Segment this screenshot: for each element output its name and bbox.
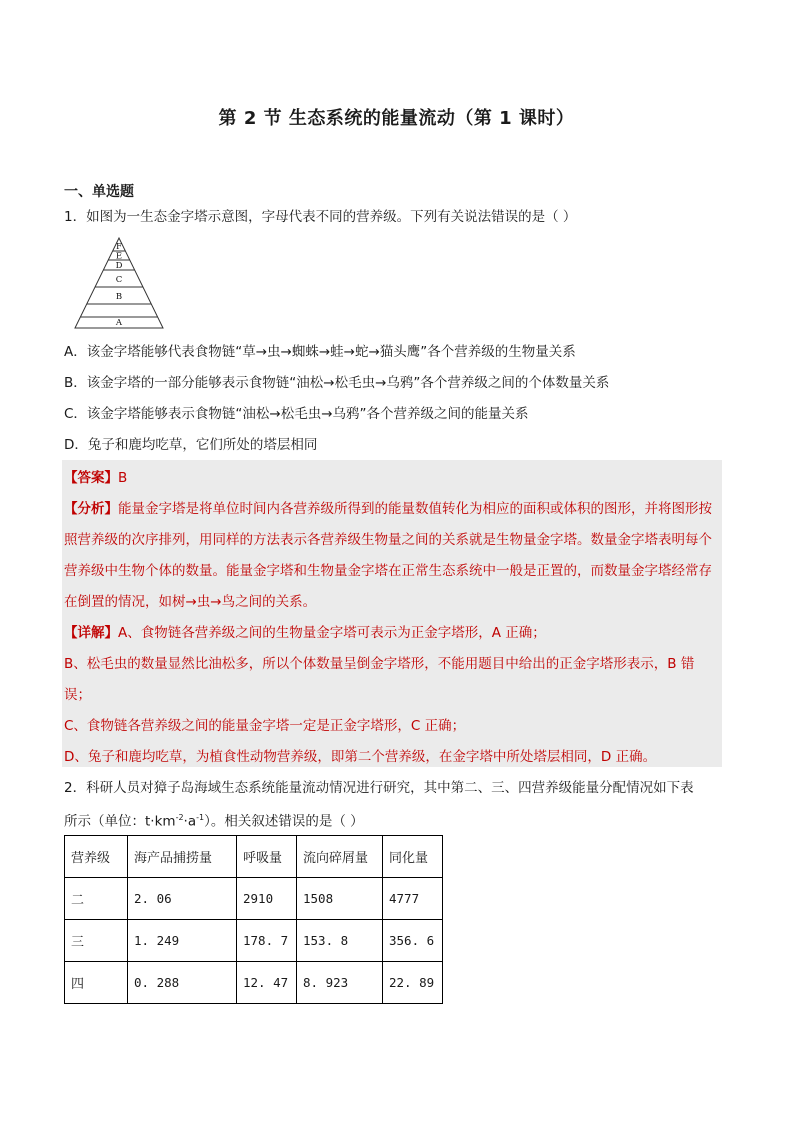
table-header-cell: 营养级 — [65, 836, 128, 878]
table-cell: 8. 923 — [297, 962, 383, 1004]
table-row — [65, 878, 443, 920]
unit-exponent-a: -1 — [196, 813, 205, 822]
table-cell: 三 — [65, 920, 128, 962]
analysis-tag: 【分析】 — [64, 501, 118, 517]
analysis-text: 能量金字塔是将单位时间内各营养级所得到的能量数值转化为相应的面积或体积的图形，并将图形按照营养级的次序排列，用同样的方法表示各营养级生物量之间的关系就是生物量金字塔。数量金字塔表明每个营养级中生物个体的数量。能量金字塔和生物量金字塔在正常生态系统中一般是正置的，而数量金字塔经常存在倒置的情况，如树→虫→鸟之间的关系。 — [64, 501, 712, 610]
table-row — [65, 920, 443, 962]
answer-tag: 【答案】 — [64, 470, 118, 486]
table-header-cell: 海产品捕捞量 — [128, 836, 237, 878]
table-cell: 四 — [65, 962, 128, 1004]
pyramid-level-b: B — [115, 292, 123, 302]
option-c: C．该金字塔能够表示食物链“油松→松毛虫→乌鸦”各个营养级之间的能量关系 — [64, 406, 529, 422]
option-a: A．该金字塔能够代表食物链“草→虫→蜘蛛→蛙→蛇→猫头鹰”各个营养级的生物量关系 — [64, 344, 576, 360]
table-cell: 356. 6 — [383, 920, 443, 962]
detail-a-text: A、食物链各营养级之间的生物量金字塔可表示为正金字塔形，A 正确； — [118, 625, 546, 641]
pyramid-level-c: C — [115, 275, 123, 285]
answer-value: B — [118, 470, 128, 486]
answer-line — [64, 463, 720, 494]
page-title: 第 2 节 生态系统的能量流动（第 1 课时） — [218, 108, 575, 129]
table-cell: 22. 89 — [383, 962, 443, 1004]
table-header-cell: 同化量 — [383, 836, 443, 878]
question-2-stem-line1: 2．科研人员对獐子岛海域生态系统能量流动情况进行研究，其中第二、三、四营养级能量分配情况如下表 — [64, 780, 694, 796]
table-cell: 0. 288 — [128, 962, 237, 1004]
pyramid-level-f: F — [116, 242, 122, 252]
detail-c: C、食物链各营养级之间的能量金字塔一定是正金字塔形，C 正确； — [64, 718, 466, 734]
stem-part-1: 所示（单位：t·km — [64, 813, 176, 830]
table-cell: 12. 47 — [237, 962, 297, 1004]
detail-tag: 【详解】 — [64, 625, 118, 641]
stem-part-3: ）。相关叙述错误的是（ ） — [204, 813, 364, 830]
table-header-row — [65, 836, 443, 878]
pyramid-level-a: A — [115, 318, 123, 328]
stem-part-2: ·a — [183, 813, 197, 830]
detail-b: B、松毛虫的数量显然比油松多，所以个体数量呈倒金字塔形，不能用题目中给出的正金字塔形表示，B 错误； — [64, 656, 695, 703]
option-d: D．兔子和鹿均吃草，它们所处的塔层相同 — [64, 437, 318, 453]
question-1-stem: 1．如图为一生态金字塔示意图，字母代表不同的营养级。下列有关说法错误的是（ ） — [64, 209, 577, 225]
energy-distribution-table — [64, 835, 443, 1004]
table-cell: 2910 — [237, 878, 297, 920]
table-header-cell: 呼吸量 — [237, 836, 297, 878]
ecological-pyramid-diagram — [74, 236, 164, 330]
table-header-cell: 流向碎屑量 — [297, 836, 383, 878]
detail-d: D、兔子和鹿均吃草，为植食性动物营养级，即第二个营养级，在金字塔中所处塔层相同，D 正确。 — [64, 749, 657, 765]
question-2-stem-line2 — [64, 808, 364, 832]
table-cell: 178. 7 — [237, 920, 297, 962]
table-cell: 二 — [65, 878, 128, 920]
table-cell: 1. 249 — [128, 920, 237, 962]
table-cell: 153. 8 — [297, 920, 383, 962]
table-row — [65, 962, 443, 1004]
table-cell: 4777 — [383, 878, 443, 920]
table-cell: 2. 06 — [128, 878, 237, 920]
detail-a — [64, 618, 720, 649]
pyramid-level-e: E — [115, 251, 123, 262]
option-b: B．该金字塔的一部分能够表示食物链“油松→松毛虫→乌鸦”各个营养级之间的个体数量关系 — [64, 375, 610, 391]
analysis-paragraph — [64, 494, 720, 618]
table-cell: 1508 — [297, 878, 383, 920]
unit-exponent-km: -2 — [175, 813, 184, 822]
section-heading: 一、单选题 — [64, 184, 134, 200]
pyramid-level-d: D — [115, 261, 123, 271]
